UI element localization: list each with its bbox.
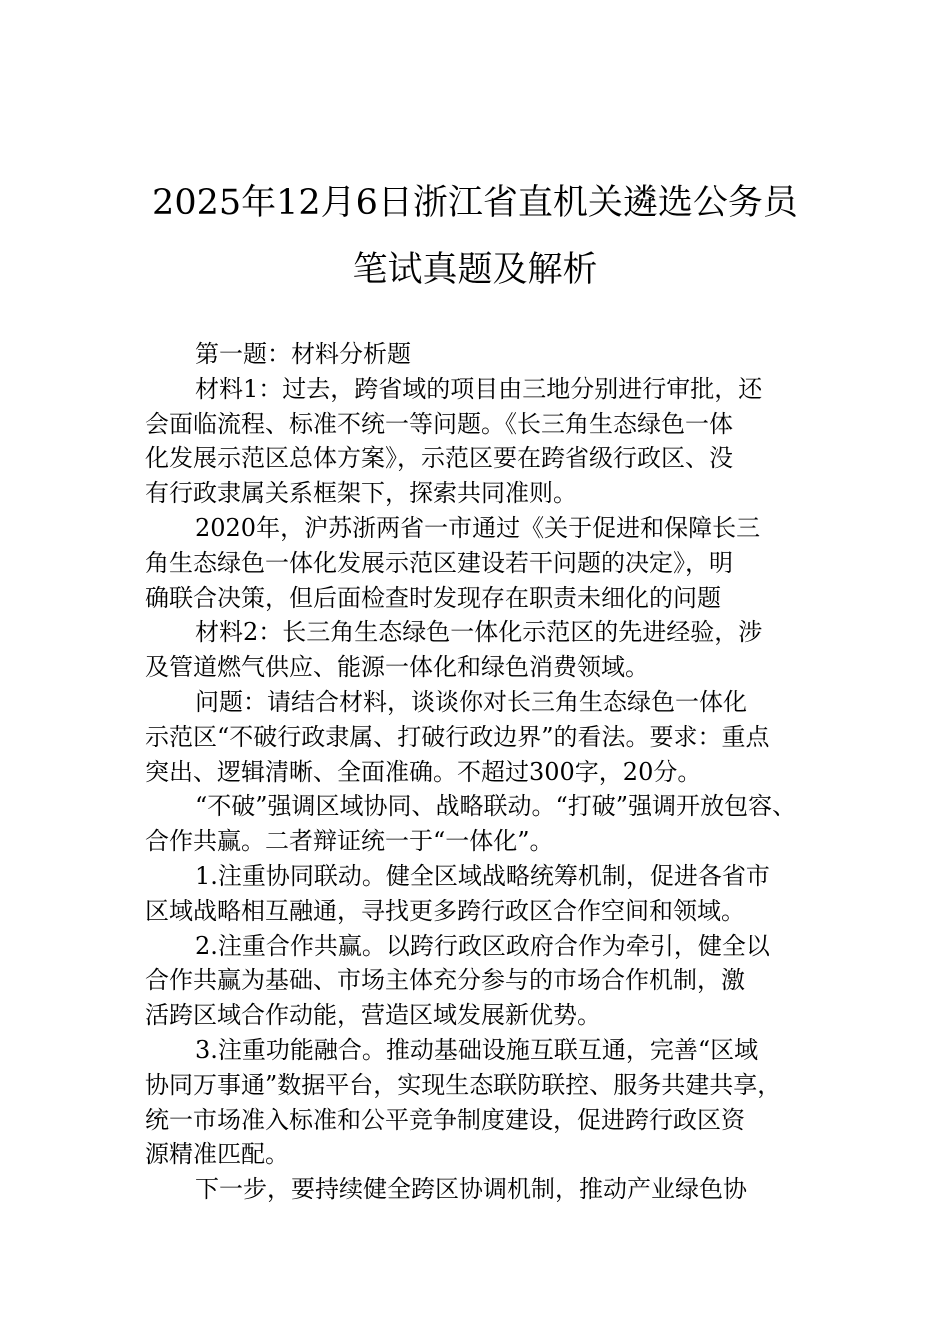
text-line: 协同万事通”数据平台，实现生态联防联控、服务共建共享， [145, 1070, 782, 1099]
text-line: 会面临流程、标准不统一等问题。《长三角生态绿色一体 [145, 409, 733, 438]
text-line: 问题：请结合材料，谈谈你对长三角生态绿色一体化 [195, 687, 747, 716]
text-line: 化发展示范区总体方案》，示范区要在跨省级行政区、没 [145, 444, 733, 473]
text-line: 及管道燃气供应、能源一体化和绿色消费领域。 [145, 653, 649, 682]
text-line: 2.注重合作共赢。以跨行政区政府合作为牵引，健全以 [195, 931, 770, 960]
text-line: 活跨区域合作动能，营造区域发展新优势。 [145, 1001, 601, 1030]
text-line: 角生态绿色一体化发展示范区建设若干问题的决定》，明 [145, 548, 733, 577]
document-title-line-2: 笔试真题及解析 [352, 250, 598, 290]
text-line: 突出、逻辑清晰、全面准确。不超过300字，20分。 [145, 757, 702, 786]
text-line: 3.注重功能融合。推动基础设施互联互通，完善“区域 [195, 1035, 759, 1064]
text-line: 1.注重协同联动。健全区域战略统筹机制，促进各省市 [195, 861, 770, 890]
text-line: 材料2：长三角生态绿色一体化示范区的先进经验，涉 [195, 618, 763, 647]
text-line: 合作共赢为基础、市场主体充分参与的市场合作机制，激 [145, 966, 745, 995]
document-body [145, 337, 810, 1207]
text-line: 合作共赢。二者辩证统一于“一体化”。 [145, 827, 554, 856]
text-line: 源精准匹配。 [145, 1140, 289, 1169]
text-line: “不破”强调区域协同、战略联动。“打破”强调开放包容、 [195, 792, 797, 821]
text-line: 区域战略相互融通，寻找更多跨行政区合作空间和领域。 [145, 896, 745, 925]
text-line: 材料1：过去，跨省域的项目由三地分别进行审批，还 [195, 374, 763, 403]
text-line: 示范区“不破行政隶属、打破行政边界”的看法。要求：重点 [145, 722, 770, 751]
text-line: 第一题：材料分析题 [195, 340, 411, 368]
document-title-line-1: 2025年12月6日浙江省直机关遴选公务员 [152, 183, 798, 223]
text-line: 确联合决策，但后面检查时发现存在职责未细化的问题 [145, 583, 721, 612]
text-line: 下一步，要持续健全跨区协调机制，推动产业绿色协 [195, 1175, 747, 1204]
text-line: 2020年，沪苏浙两省一市通过《关于促进和保障长三 [195, 513, 761, 542]
text-line: 统一市场准入标准和公平竞争制度建设，促进跨行政区资 [145, 1105, 745, 1134]
text-line: 有行政隶属关系框架下，探索共同准则。 [145, 479, 577, 508]
